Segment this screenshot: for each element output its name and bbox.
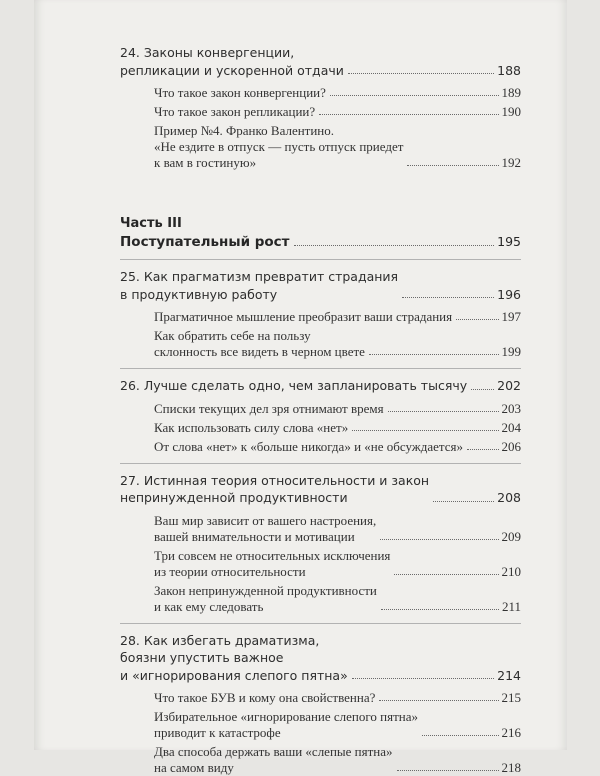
dot-leader [330,95,499,96]
dot-leader [294,245,495,246]
part-label: Часть III [120,216,182,231]
page-number: 202 [497,378,521,393]
toc-chapter-25[interactable] [120,268,521,303]
dot-leader [369,354,499,355]
dot-leader [407,165,498,166]
toc-section[interactable] [154,401,521,417]
dot-leader [394,574,498,575]
toc-section[interactable] [154,709,521,741]
section-title: Списки текущих дел зря отнимают время [154,400,384,416]
section-title: Ваш мир зависит от вашего настроения, вашей внимательности и мотивации [154,512,377,544]
dot-leader [348,73,494,74]
chapter-title: 27. Истинная теория относительности и закон непринужденной продуктивности [120,472,430,505]
toc-section[interactable] [154,104,521,120]
toc-section[interactable] [154,439,521,455]
page-number: 190 [501,104,521,119]
divider [120,259,521,260]
chapter-title: 25. Как прагматизм превратит страдания в продуктивную работу [120,269,399,302]
dot-leader [379,700,498,701]
dot-leader [397,770,499,771]
dot-leader [319,114,498,115]
page-number: 210 [501,563,521,579]
divider [120,368,521,369]
page-number: 188 [497,62,521,78]
dot-leader [380,539,498,540]
toc-section[interactable] [154,513,521,545]
dot-leader [381,609,499,610]
page-number: 203 [501,400,521,416]
section-title: Закон непринужденной продуктивности и как ему следовать [154,582,377,614]
table-of-contents [120,44,521,776]
page-number: 197 [501,309,521,324]
dot-leader [433,501,494,502]
page-number: 216 [501,725,521,740]
chapter-title: 26. Лучше сделать одно, чем запланировать тысячу [120,378,468,393]
part-title: Поступательный рост [120,234,290,250]
toc-section[interactable] [154,123,521,171]
page-number: 214 [497,667,521,683]
section-title: Как использовать силу слова «нет» [154,419,349,435]
page-number: 204 [501,419,521,435]
page-number: 218 [501,760,521,775]
section-title: Пример №4. Франко Валентино. «Не ездите в отпуск — пусть отпуск приедет к вам в гостиную» [154,123,404,170]
dot-leader [352,430,498,431]
page-number: 196 [497,286,521,302]
toc-section[interactable] [154,85,521,101]
dot-leader [402,297,494,298]
divider [120,463,521,464]
section-title: Как обратить себе на пользу склонность все видеть в черном цвете [154,328,365,359]
section-title: От слова «нет» к «больше никогда» и «не обсуждается» [154,438,464,454]
page-number: 211 [501,598,521,614]
section-title: Избирательное «игнорирование слепого пятна» приводит к катастрофе [154,709,418,740]
toc-section[interactable] [154,420,521,436]
section-title: Что такое закон репликации? [154,104,316,119]
toc-section[interactable] [154,583,521,615]
page-number: 189 [501,85,521,100]
section-title: Прагматичное мышление преобразит ваши страдания [154,309,453,324]
page-number: 195 [497,234,521,249]
toc-section[interactable] [154,309,521,325]
page-number: 215 [501,690,521,705]
toc-part-3[interactable] [120,233,521,251]
toc-chapter-24[interactable] [120,44,521,79]
book-page [34,0,567,775]
toc-section[interactable] [154,690,521,706]
toc-section[interactable] [154,328,521,360]
dot-leader [352,678,494,679]
section-title: Три совсем не относительных исключения из теории относительности [154,547,391,579]
toc-chapter-28[interactable] [120,632,521,685]
dot-leader [471,389,494,390]
toc-chapter-27[interactable] [120,472,521,507]
section-title: Два способа держать ваши «слепые пятна» на самом виду [154,744,393,775]
section-title: Что такое БУВ и кому она свойственна? [154,690,376,705]
toc-section[interactable] [154,744,521,776]
page-number: 206 [501,438,521,454]
page-number: 192 [501,155,521,170]
chapter-title: 28. Как избегать драматизма, боязни упустить важное и «игнорирования слепого пятна» [120,632,348,683]
chapter-title: 24. Законы конвергенции, репликации и ускоренной отдачи [120,45,344,78]
dot-leader [422,735,499,736]
toc-section[interactable] [154,548,521,580]
page-number: 209 [501,528,521,544]
section-title: Что такое закон конвергенции? [154,85,326,100]
dot-leader [388,411,499,412]
page-number: 208 [497,490,521,505]
dot-leader [467,449,498,450]
divider [120,623,521,624]
page-number: 199 [501,344,521,359]
toc-chapter-26[interactable] [120,377,521,395]
dot-leader [456,319,498,320]
